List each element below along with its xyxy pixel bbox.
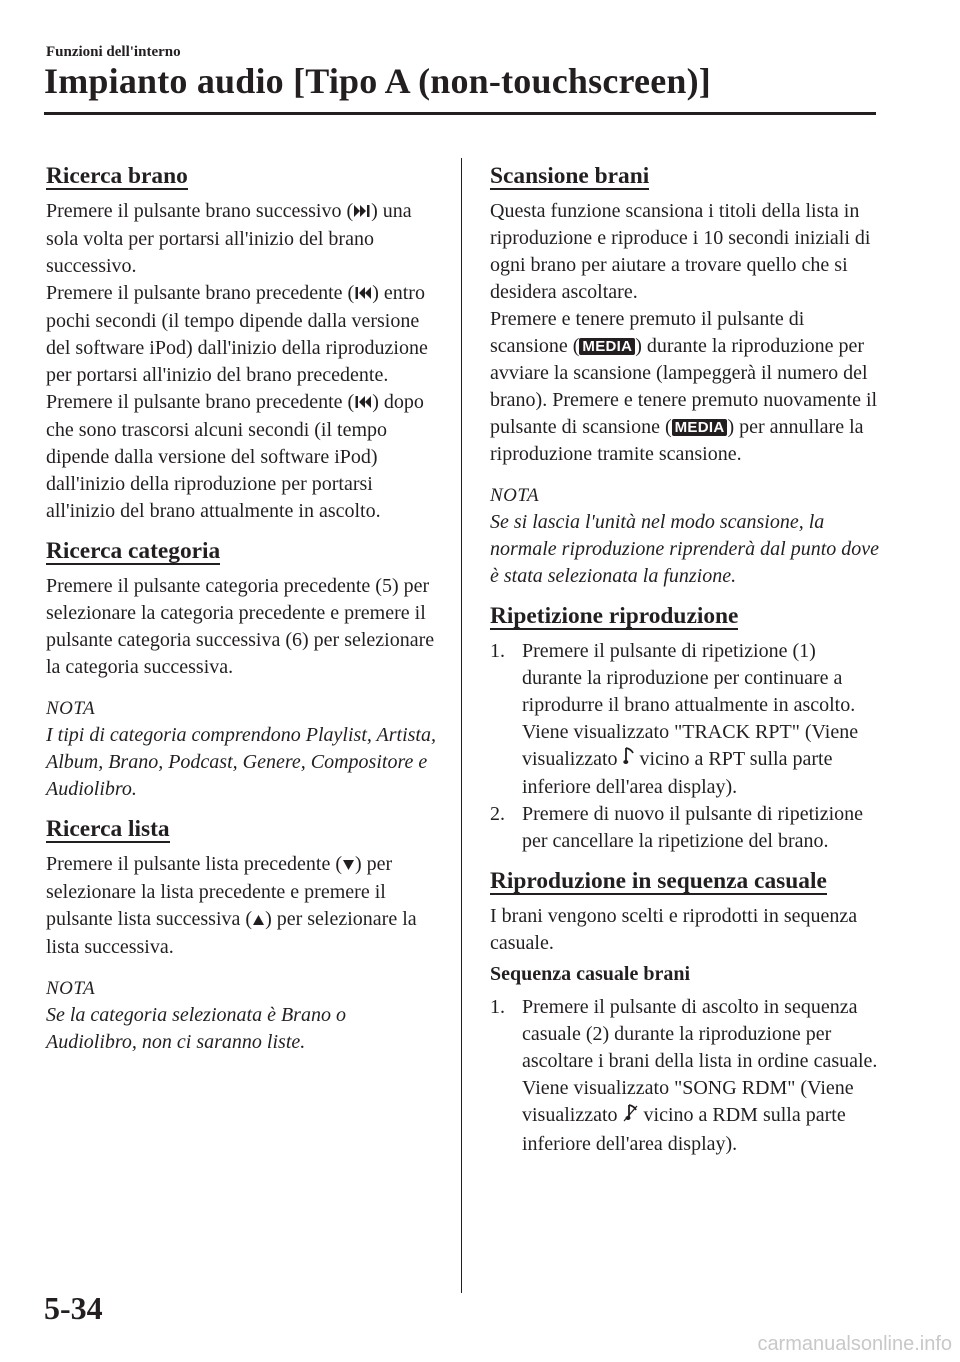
numbered-list [490,994,880,1157]
list-item: 1. Premere il pulsante di ripetizione (1) durante la riproduzione per continuare a riprodurre il brano attualmente in ascolto. Viene visualizzato "TRACK RPT" (Viene visualizzato vicino a RPT sulla parte inferiore dell'area display). [490,640,859,799]
up-triangle-icon [252,907,265,934]
note-label: NOTA [490,485,540,506]
paragraph: Premere il pulsante brano precedente ( ) entro pochi secondi (il tempo dipende dalla versione del software iPod) dall'inizio della riproduzione per portarsi all'inizio del brano precedente. [46,281,428,386]
music-note-icon [623,746,635,774]
note-label: NOTA [46,977,96,999]
previous-track-icon [354,390,372,417]
page-title: Impianto audio [Tipo A (non-touchscreen)] [44,61,711,101]
media-button-icon: MEDIA [579,338,635,355]
heading-ricerca-categoria: Ricerca categoria [46,537,221,564]
paragraph: Premere il pulsante categoria precedente (5) per selezionare la categoria precedente e premere il pulsante categoria successiva (6) per selezionare la categoria successiva. [46,574,435,678]
paragraph: Premere il pulsante lista precedente ( ) per selezionare la lista precedente e premere il pulsante lista successiva ( ) per selezionare la lista successiva. [46,852,417,958]
numbered-list [490,638,880,855]
next-track-icon [353,199,371,226]
heading-ricerca-brano: Ricerca brano [46,163,188,189]
note-text: I tipi di categoria comprendono Playlist, Artista, Album, Brano, Podcast, Genere, Compositore e Audiolibro. [46,723,436,800]
note-text: Se si lascia l'unità nel modo scansione, la normale riproduzione riprenderà dal punto dove è stata selezionata la funzione. [490,511,880,587]
heading-ricerca-lista: Ricerca lista [46,815,170,842]
heading-ripetizione: Ripetizione riproduzione [490,603,739,629]
watermark: carmanualsonline.info [757,1333,952,1355]
list-item: 2. Premere di nuovo il pulsante di ripetizione per cancellare la ripetizione del brano. [490,803,864,853]
down-triangle-icon [342,852,355,879]
paragraph: Premere il pulsante brano precedente ( ) dopo che sono trascorsi alcuni secondi (il tempo dipende dalla versione del software iPod) dall'inizio della riproduzione per portarsi all'inizio del brano attualmente in ascolto. [46,390,424,522]
previous-track-icon [354,281,372,308]
paragraph: Questa funzione scansiona i titoli della lista in riproduzione e riproduce i 10 secondi iniziali di ogni brano per aiutare a trovare quello che si desidera ascoltare. [490,200,871,303]
right-column [490,158,880,1158]
media-button-icon: MEDIA [672,419,728,436]
paragraph: I brani vengono scelti e riprodotti in sequenza casuale. [490,905,858,955]
page-number: 5-34 [44,1290,103,1326]
column-divider [461,158,462,1293]
heading-casuale: Riproduzione in sequenza casuale [490,868,827,895]
list-item: 1. Premere il pulsante di ascolto in sequenza casuale (2) durante la riproduzione per ascoltare i brani della lista in ordine casuale. Viene visualizzato "SONG RDM" (Viene visualizzato vicino a RDM sulla parte inferiore dell'area display). [490,996,878,1155]
paragraph: Premere e tenere premuto il pulsante di scansione ( MEDIA ) durante la riproduzione per avviare la scansione (lampeggerà il numero del brano). Premere e tenere premuto nuovamente il pulsante di scansione ( MEDIA ) per annullare la riproduzione tramite scansione. [490,308,878,465]
heading-scansione-brani: Scansione brani [490,163,650,189]
shuffle-note-icon [623,1103,639,1131]
section-label: Funzioni dell'interno [46,44,181,60]
note-text: Se la categoria selezionata è Brano o Audiolibro, non ci saranno liste. [46,1003,346,1053]
title-divider [44,112,876,115]
left-column [46,158,436,1056]
subheading: Sequenza casuale brani [490,963,691,986]
note-label: NOTA [46,697,96,719]
paragraph: Premere il pulsante brano successivo ( ) una sola volta per portarsi all'inizio del brano successivo. [46,200,412,277]
